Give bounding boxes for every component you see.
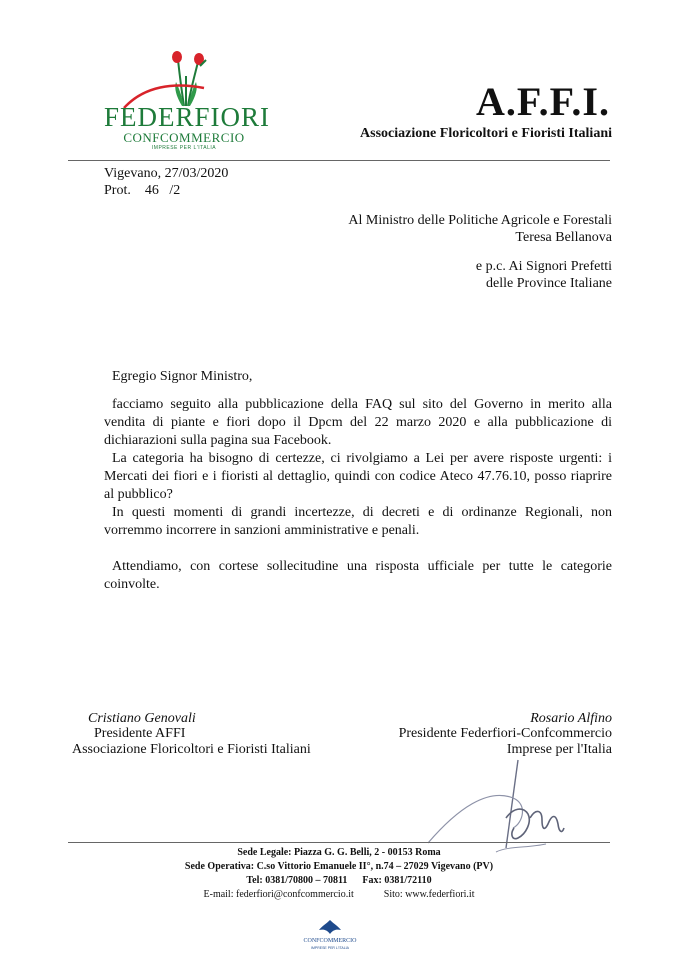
paragraph-3: In questi momenti di grandi incertezze, di decreti e di ordinanze Regionali, non vorremmo incorrere in sanzioni amministrative e penali.: [104, 505, 612, 538]
recipient-line-1: Al Ministro delle Politiche Agricole e Forestali: [348, 213, 612, 228]
org-title: A.F.F.I.: [476, 79, 610, 124]
right-signer-name: Rosario Alfino: [530, 711, 612, 726]
paragraph-1: facciamo seguito alla pubblicazione della FAQ sul sito del Governo in merito alla vendita di piante e fiori dopo il Dpcm del 22 marzo 2020 e alla pubblicazione di dichiarazioni sulla pagina sua Facebook.: [104, 397, 612, 448]
footer-site[interactable]: Sito: www.federfiori.it: [383, 889, 475, 900]
footer-divider: [68, 842, 610, 843]
flower-icon: [104, 48, 264, 108]
logo-tagline: IMPRESE PER L'ITALIA: [151, 145, 217, 151]
conf-logo-tagline: IMPRESE PER L'ITALIA: [311, 946, 349, 950]
confcommercio-logo: [297, 918, 363, 954]
paragraph-4: Attendiamo, con cortese sollecitudine una risposta ufficiale per tutte le categorie coinvolte.: [104, 559, 612, 592]
right-signer-org: Imprese per l'Italia: [506, 742, 612, 757]
org-subtitle: Associazione Floricoltori e Fioristi Italiani: [360, 126, 612, 141]
conf-logo-text: CONFCOMMERCIO: [303, 938, 357, 944]
paragraph-2: La categoria ha bisogno di certezze, ci rivolgiamo a Lei per avere risposte urgenti: i Mercati dei fiori e i fioristi al dettaglio, quindi con codice Ateco 47.76.10, posso riaprire al pubblico?: [104, 451, 612, 502]
eagle-icon: [297, 918, 363, 938]
left-signer-name: Cristiano Genovali: [88, 711, 196, 726]
place-date: Vigevano, 27/03/2020: [104, 166, 229, 181]
protocol-label: Prot.: [104, 183, 131, 198]
protocol: [104, 182, 180, 200]
recipient-line-4: delle Province Italiane: [486, 276, 612, 291]
logo-subtitle: CONFCOMMERCIO: [123, 130, 245, 145]
recipient-line-2: Teresa Bellanova: [515, 230, 612, 245]
right-signer-role: Presidente Federfiori-Confcommercio: [398, 726, 612, 741]
footer-sede-operativa: Sede Operativa: C.so Vittorio Emanuele II°, n.74 – 27029 Vigevano (PV): [184, 861, 494, 872]
footer-sede-legale: Sede Legale: Piazza G. G. Belli, 2 - 00153 Roma: [237, 847, 441, 858]
salutation: Egregio Signor Ministro,: [112, 369, 253, 384]
header-divider: [68, 160, 610, 161]
left-signer-role: Presidente AFFI: [94, 726, 186, 741]
left-signer-org: Associazione Floricoltori e Fioristi Italiani: [72, 742, 311, 757]
letter-body: [104, 396, 612, 594]
footer-email[interactable]: E-mail: federfiori@confcommercio.it: [203, 889, 354, 900]
federfiori-logo: [104, 48, 271, 151]
recipient-line-3: e p.c. Ai Signori Prefetti: [475, 259, 612, 274]
footer-web: [0, 887, 678, 902]
footer-tel: Tel: 0381/70800 – 70811: [246, 875, 348, 886]
protocol-value: 46 /2: [144, 183, 181, 198]
logo-wordmark: FEDERFIORI: [104, 102, 271, 132]
footer-contacts: [0, 873, 678, 888]
footer-fax: Fax: 0381/72110: [362, 875, 432, 886]
